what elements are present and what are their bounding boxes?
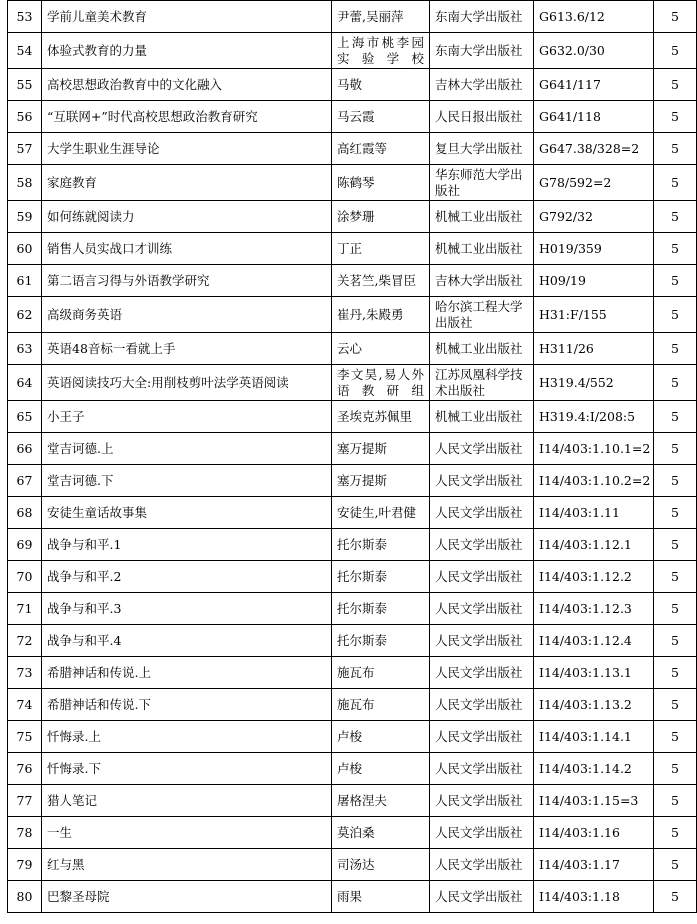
call-number-cell: H319.4/552 [534,365,654,401]
title-cell: 希腊神话和传说.上 [42,657,332,689]
title-cell: 红与黑 [42,849,332,881]
call-number-cell: I14/403:1.14.2 [534,753,654,785]
table-row [8,265,697,297]
title-cell: 战争与和平.2 [42,561,332,593]
table-row [8,785,697,817]
row-number-cell: 63 [8,333,42,365]
row-number-cell: 80 [8,881,42,913]
call-number-cell: I14/403:1.12.1 [534,529,654,561]
title-cell: 销售人员实战口才训练 [42,233,332,265]
copies-cell: 5 [654,233,697,265]
row-number-cell: 76 [8,753,42,785]
copies-cell: 5 [654,465,697,497]
author-cell: 陈鹤琴 [332,165,430,201]
title-cell: 战争与和平.3 [42,593,332,625]
row-number-cell: 71 [8,593,42,625]
row-number-cell: 79 [8,849,42,881]
row-number-cell: 58 [8,165,42,201]
call-number-cell: I14/403:1.10.1=2 [534,433,654,465]
row-number-cell: 78 [8,817,42,849]
row-number-cell: 72 [8,625,42,657]
title-cell: 高校思想政治教育中的文化融入 [42,69,332,101]
publisher-cell: 人民文学出版社 [430,561,534,593]
copies-cell: 5 [654,753,697,785]
call-number-cell: G632.0/30 [534,33,654,69]
author-cell: 卢梭 [332,753,430,785]
publisher-cell: 人民文学出版社 [430,593,534,625]
copies-cell: 5 [654,69,697,101]
author-cell: 塞万提斯 [332,433,430,465]
publisher-cell: 人民文学出版社 [430,433,534,465]
copies-cell: 5 [654,101,697,133]
title-cell: 英语阅读技巧大全:用削枝剪叶法学英语阅读 [42,365,332,401]
title-cell: 高级商务英语 [42,297,332,333]
row-number-cell: 75 [8,721,42,753]
title-cell: 一生 [42,817,332,849]
call-number-cell: G613.6/12 [534,1,654,33]
row-number-cell: 57 [8,133,42,165]
call-number-cell: I14/403:1.13.1 [534,657,654,689]
copies-cell: 5 [654,1,697,33]
copies-cell: 5 [654,881,697,913]
call-number-cell: H019/359 [534,233,654,265]
publisher-cell: 机械工业出版社 [430,401,534,433]
row-number-cell: 53 [8,1,42,33]
call-number-cell: I14/403:1.10.2=2 [534,465,654,497]
row-number-cell: 55 [8,69,42,101]
copies-cell: 5 [654,721,697,753]
table-row [8,593,697,625]
table-row [8,561,697,593]
call-number-cell: G641/117 [534,69,654,101]
row-number-cell: 68 [8,497,42,529]
title-cell: 体验式教育的力量 [42,33,332,69]
author-cell: 丁正 [332,233,430,265]
row-number-cell: 70 [8,561,42,593]
call-number-cell: I14/403:1.12.4 [534,625,654,657]
row-number-cell: 60 [8,233,42,265]
publisher-cell: 人民文学出版社 [430,497,534,529]
row-number-cell: 54 [8,33,42,69]
copies-cell: 5 [654,529,697,561]
title-cell: 忏悔录.下 [42,753,332,785]
author-cell: 托尔斯泰 [332,625,430,657]
table-row [8,401,697,433]
call-number-cell: H319.4:I/208:5 [534,401,654,433]
title-cell: 小王子 [42,401,332,433]
copies-cell: 5 [654,201,697,233]
publisher-cell: 人民文学出版社 [430,689,534,721]
table-row [8,433,697,465]
author-cell: 塞万提斯 [332,465,430,497]
table-row [8,657,697,689]
copies-cell: 5 [654,33,697,69]
publisher-cell: 机械工业出版社 [430,333,534,365]
table-row [8,881,697,913]
table-row [8,1,697,33]
table-row [8,101,697,133]
publisher-cell: 复旦大学出版社 [430,133,534,165]
table-row [8,529,697,561]
title-cell: 家庭教育 [42,165,332,201]
copies-cell: 5 [654,333,697,365]
row-number-cell: 66 [8,433,42,465]
copies-cell: 5 [654,593,697,625]
title-cell: 如何练就阅读力 [42,201,332,233]
author-cell: 马云霞 [332,101,430,133]
call-number-cell: G647.38/328=2 [534,133,654,165]
call-number-cell: I14/403:1.16 [534,817,654,849]
copies-cell: 5 [654,133,697,165]
publisher-cell: 东南大学出版社 [430,1,534,33]
publisher-cell: 人民文学出版社 [430,785,534,817]
row-number-cell: 64 [8,365,42,401]
call-number-cell: H311/26 [534,333,654,365]
copies-cell: 5 [654,165,697,201]
title-cell: 堂吉诃德.上 [42,433,332,465]
row-number-cell: 56 [8,101,42,133]
publisher-cell: 人民文学出版社 [430,881,534,913]
publisher-cell: 华东师范大学出版社 [430,165,534,201]
copies-cell: 5 [654,625,697,657]
author-cell: 莫泊桑 [332,817,430,849]
author-cell: 李文昊,易人外语教研组 [332,365,430,401]
call-number-cell: I14/403:1.11 [534,497,654,529]
publisher-cell: 东南大学出版社 [430,33,534,69]
copies-cell: 5 [654,657,697,689]
publisher-cell: 人民文学出版社 [430,465,534,497]
author-cell: 涂梦珊 [332,201,430,233]
author-cell: 尹蕾,吴丽萍 [332,1,430,33]
author-cell: 司汤达 [332,849,430,881]
author-cell: 施瓦布 [332,689,430,721]
call-number-cell: H31:F/155 [534,297,654,333]
publisher-cell: 人民文学出版社 [430,657,534,689]
author-cell: 高红霞等 [332,133,430,165]
publisher-cell: 人民文学出版社 [430,625,534,657]
copies-cell: 5 [654,785,697,817]
call-number-cell: G641/118 [534,101,654,133]
call-number-cell: I14/403:1.18 [534,881,654,913]
table-row [8,33,697,69]
author-cell: 崔丹,朱殿勇 [332,297,430,333]
call-number-cell: H09/19 [534,265,654,297]
call-number-cell: I14/403:1.15=3 [534,785,654,817]
copies-cell: 5 [654,849,697,881]
row-number-cell: 61 [8,265,42,297]
table-row [8,497,697,529]
row-number-cell: 62 [8,297,42,333]
publisher-cell: 人民日报出版社 [430,101,534,133]
table-row [8,365,697,401]
publisher-cell: 人民文学出版社 [430,753,534,785]
table-row [8,297,697,333]
call-number-cell: G78/592=2 [534,165,654,201]
copies-cell: 5 [654,297,697,333]
title-cell: 战争与和平.4 [42,625,332,657]
publisher-cell: 吉林大学出版社 [430,265,534,297]
author-cell: 卢梭 [332,721,430,753]
author-cell: 托尔斯泰 [332,529,430,561]
author-cell: 马敬 [332,69,430,101]
table-row [8,817,697,849]
publisher-cell: 人民文学出版社 [430,817,534,849]
table-row [8,625,697,657]
author-cell: 雨果 [332,881,430,913]
call-number-cell: I14/403:1.12.2 [534,561,654,593]
table-row [8,721,697,753]
author-cell: 云心 [332,333,430,365]
author-cell: 托尔斯泰 [332,561,430,593]
author-cell: 上海市桃李园实验学校 [332,33,430,69]
row-number-cell: 69 [8,529,42,561]
call-number-cell: G792/32 [534,201,654,233]
row-number-cell: 73 [8,657,42,689]
publisher-cell: 江苏凤凰科学技术出版社 [430,365,534,401]
table-row [8,133,697,165]
call-number-cell: I14/403:1.17 [534,849,654,881]
table-row [8,165,697,201]
copies-cell: 5 [654,497,697,529]
title-cell: 第二语言习得与外语教学研究 [42,265,332,297]
call-number-cell: I14/403:1.12.3 [534,593,654,625]
row-number-cell: 67 [8,465,42,497]
title-cell: 堂吉诃德.下 [42,465,332,497]
copies-cell: 5 [654,561,697,593]
table-row [8,201,697,233]
table-row [8,753,697,785]
row-number-cell: 65 [8,401,42,433]
title-cell: 安徒生童话故事集 [42,497,332,529]
row-number-cell: 59 [8,201,42,233]
title-cell: 学前儿童美术教育 [42,1,332,33]
copies-cell: 5 [654,433,697,465]
copies-cell: 5 [654,817,697,849]
table-row [8,849,697,881]
author-cell: 屠格涅夫 [332,785,430,817]
title-cell: “互联网+”时代高校思想政治教育研究 [42,101,332,133]
publisher-cell: 机械工业出版社 [430,201,534,233]
publisher-cell: 吉林大学出版社 [430,69,534,101]
author-cell: 安徒生,叶君健 [332,497,430,529]
title-cell: 战争与和平.1 [42,529,332,561]
book-list-table [7,0,697,913]
call-number-cell: I14/403:1.13.2 [534,689,654,721]
table-row [8,233,697,265]
title-cell: 猎人笔记 [42,785,332,817]
author-cell: 关茗竺,柴冒臣 [332,265,430,297]
title-cell: 英语48音标一看就上手 [42,333,332,365]
table-row [8,689,697,721]
title-cell: 忏悔录.上 [42,721,332,753]
publisher-cell: 人民文学出版社 [430,849,534,881]
copies-cell: 5 [654,265,697,297]
title-cell: 大学生职业生涯导论 [42,133,332,165]
publisher-cell: 机械工业出版社 [430,233,534,265]
author-cell: 圣埃克苏佩里 [332,401,430,433]
row-number-cell: 77 [8,785,42,817]
title-cell: 巴黎圣母院 [42,881,332,913]
table-row [8,333,697,365]
row-number-cell: 74 [8,689,42,721]
book-list-body [8,1,697,913]
title-cell: 希腊神话和传说.下 [42,689,332,721]
copies-cell: 5 [654,401,697,433]
table-row [8,465,697,497]
publisher-cell: 人民文学出版社 [430,529,534,561]
copies-cell: 5 [654,689,697,721]
publisher-cell: 哈尔滨工程大学出版社 [430,297,534,333]
author-cell: 施瓦布 [332,657,430,689]
table-row [8,69,697,101]
publisher-cell: 人民文学出版社 [430,721,534,753]
copies-cell: 5 [654,365,697,401]
author-cell: 托尔斯泰 [332,593,430,625]
call-number-cell: I14/403:1.14.1 [534,721,654,753]
